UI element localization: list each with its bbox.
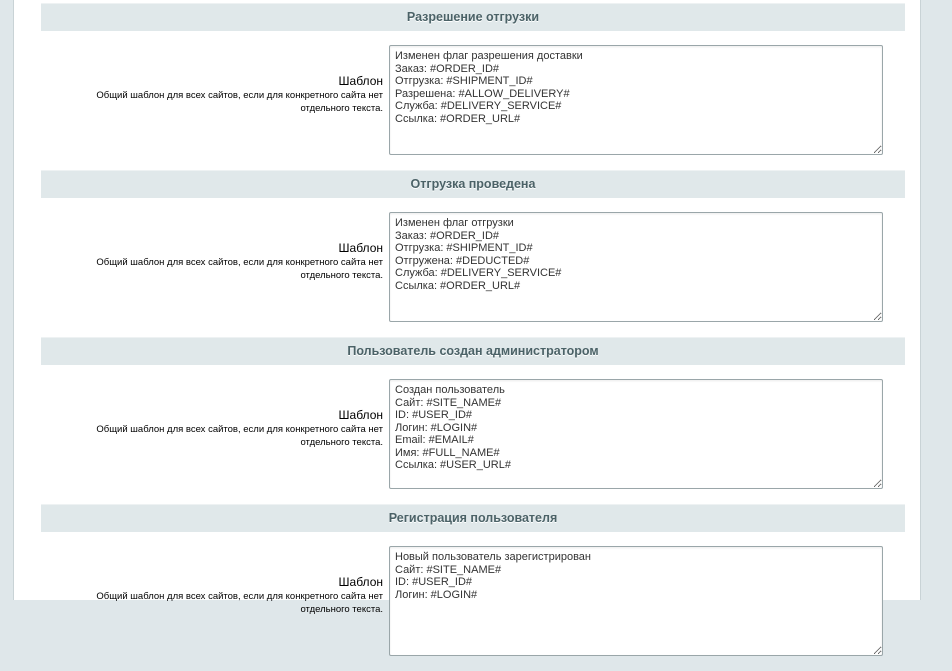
template-row — [41, 532, 905, 671]
template-label-group — [61, 575, 383, 616]
template-row — [41, 365, 905, 504]
template-label: Шаблон — [338, 74, 383, 88]
template-label: Шаблон — [338, 241, 383, 255]
template-row — [41, 31, 905, 170]
template-label-group — [61, 74, 383, 115]
template-textarea[interactable] — [389, 379, 883, 489]
template-hint: Общий шаблон для всех сайтов, если для конкретного сайта нет отдельного текста. — [96, 90, 383, 114]
template-hint: Общий шаблон для всех сайтов, если для конкретного сайта нет отдельного текста. — [96, 591, 383, 615]
template-label: Шаблон — [338, 408, 383, 422]
section-user-registration — [41, 504, 905, 671]
template-textarea[interactable] — [389, 212, 883, 322]
template-label-group — [61, 408, 383, 449]
template-hint: Общий шаблон для всех сайтов, если для конкретного сайта нет отдельного текста. — [96, 424, 383, 448]
section-title: Разрешение отгрузки — [41, 3, 905, 31]
section-title: Отгрузка проведена — [41, 170, 905, 198]
template-row — [41, 198, 905, 337]
section-title: Регистрация пользователя — [41, 504, 905, 532]
section-shipment-deducted — [41, 170, 905, 337]
section-title: Пользователь создан администратором — [41, 337, 905, 365]
template-label: Шаблон — [338, 575, 383, 589]
template-hint: Общий шаблон для всех сайтов, если для конкретного сайта нет отдельного текста. — [96, 257, 383, 281]
template-label-group — [61, 241, 383, 282]
template-textarea[interactable] — [389, 45, 883, 155]
section-shipment-allowed — [41, 3, 905, 170]
template-textarea[interactable] — [389, 546, 883, 656]
section-user-created-by-admin — [41, 337, 905, 504]
